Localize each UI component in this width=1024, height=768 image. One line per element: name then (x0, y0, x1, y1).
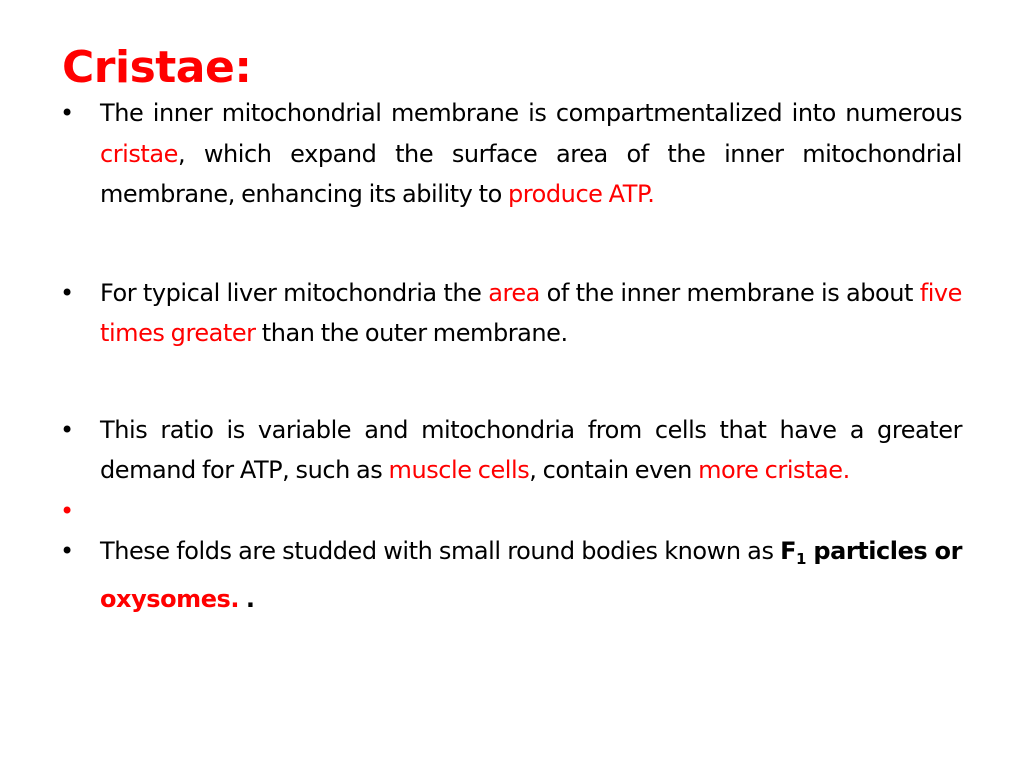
highlight-area: area (488, 278, 540, 307)
highlight-more-cristae: more cristae. (698, 456, 850, 484)
highlight-cristae: cristae (100, 139, 178, 168)
bullet-text: This ratio is variable and mitochondria from cells that have a greater demand for ATP, such as (100, 415, 962, 484)
highlight-muscle-cells: muscle cells (388, 456, 530, 484)
bullet-item-1 (60, 93, 962, 215)
bullet-item-5 (60, 531, 962, 620)
term-f: F (780, 536, 797, 565)
bullet-item-3 (60, 410, 962, 491)
bullet-marker: • (60, 496, 74, 525)
bullet-text: These folds are studded with small round bodies known as (100, 536, 781, 565)
highlight-produce-atp: produce ATP. (507, 180, 655, 208)
term-f1 (780, 536, 807, 568)
term-subscript-1: 1 (796, 549, 807, 568)
bullet-text: , contain even (529, 456, 699, 484)
bullet-text: The inner mitochondrial membrane is compartmentalized into numerous (100, 99, 962, 127)
bullet-text: of the inner membrane is about (539, 278, 920, 307)
bullet-text-bold: . (239, 585, 255, 613)
highlight-oxysomes: oxysomes. (100, 585, 240, 613)
bullet-list (60, 93, 962, 620)
bullet-text: For typical liver mitochondria the (100, 278, 489, 307)
bullet-text: , which expand the surface area of the inner mitochondrial membrane, enhancing its ability to (100, 139, 962, 208)
slide-title: Cristae: (62, 42, 252, 93)
bullet-marker: • (60, 278, 74, 307)
bullet-marker: • (60, 99, 74, 127)
bullet-text: than the outer membrane. (255, 319, 568, 347)
bullet-item-4-empty (60, 491, 962, 531)
bullet-text-bold: particles or (806, 536, 962, 565)
bullet-marker: • (60, 415, 74, 444)
highlight-five-times-greater: five times greater (100, 278, 962, 347)
bullet-item-2 (60, 273, 962, 354)
bullet-marker: • (60, 536, 74, 565)
